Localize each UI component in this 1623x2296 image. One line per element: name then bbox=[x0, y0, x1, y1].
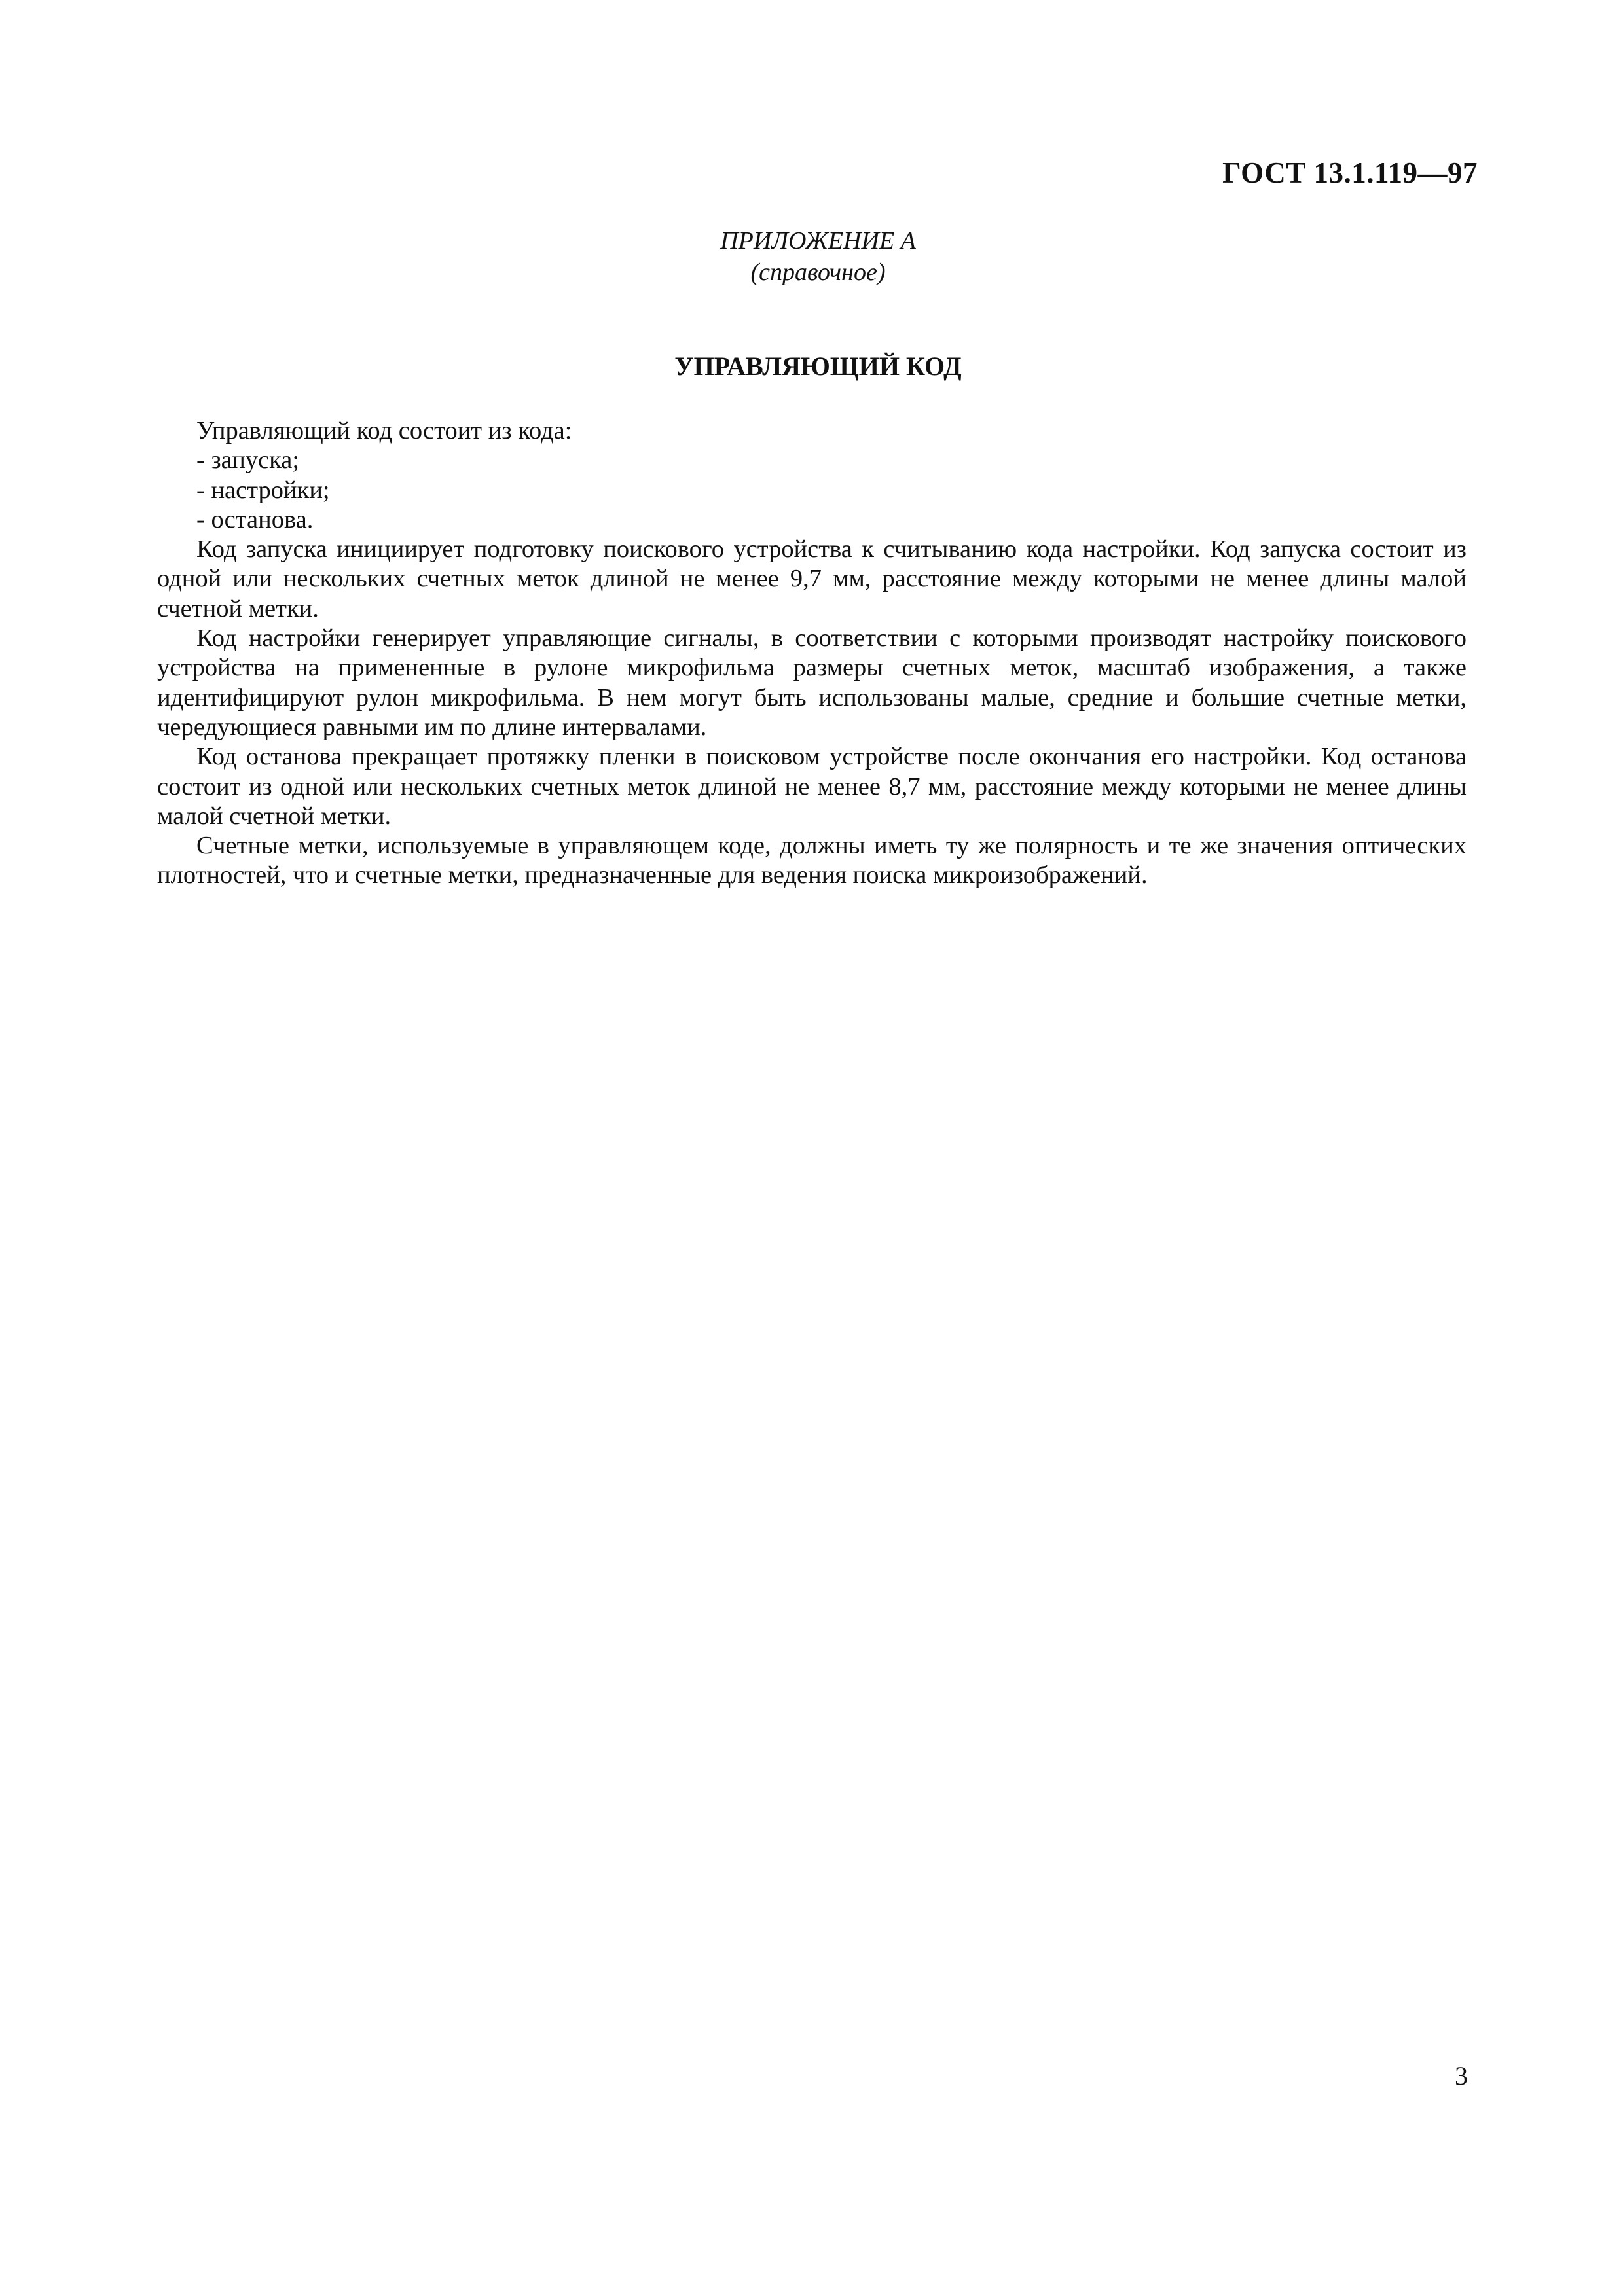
intro-paragraph: Управляющий код состоит из кода: bbox=[196, 417, 572, 444]
list-item: - настройки; bbox=[196, 476, 330, 504]
page-number: 3 bbox=[1455, 2061, 1468, 2090]
appendix-subtitle: (справочное) bbox=[750, 259, 886, 286]
paragraph: Счетные метки, используемые в управляющем коде, должны иметь ту же полярность и те же значения оптических плотностей, что и счетные метки, предназначенные для ведения поиска микроизображений. bbox=[157, 832, 1467, 889]
list-item: - запуска; bbox=[196, 446, 300, 475]
section-title: УПРАВЛЯЮЩИЙ КОД bbox=[674, 351, 962, 381]
document-code: ГОСТ 13.1.119—97 bbox=[1222, 156, 1478, 189]
body-text bbox=[157, 416, 1467, 891]
list-item: - останова. bbox=[196, 505, 314, 533]
paragraph: Код настройки генерирует управляющие сигналы, в соответствии с которыми производят настройку поискового устройства на примененные в рулоне микрофильма размеры счетных меток, масштаб изображения, а также идентифицируют рулон микрофильма. В нем могут быть использованы малые, средние и большие счетные метки, чередующиеся равными им по длине интервалами. bbox=[157, 624, 1467, 741]
paragraph: Код запуска инициирует подготовку поискового устройства к считыванию кода настройки. Код запуска состоит из одной или нескольких счетных меток длиной не менее 9,7 мм, расстояние между которыми не менее длины малой счетной метки. bbox=[157, 535, 1467, 622]
paragraph: Код останова прекращает протяжку пленки в поисковом устройстве после окончания его настройки. Код останова состоит из одной или нескольких счетных меток длиной не менее 8,7 мм, расстояние между которыми не менее длины малой счетной метки. bbox=[157, 743, 1467, 830]
appendix-title: ПРИЛОЖЕНИЕ А bbox=[720, 227, 916, 255]
